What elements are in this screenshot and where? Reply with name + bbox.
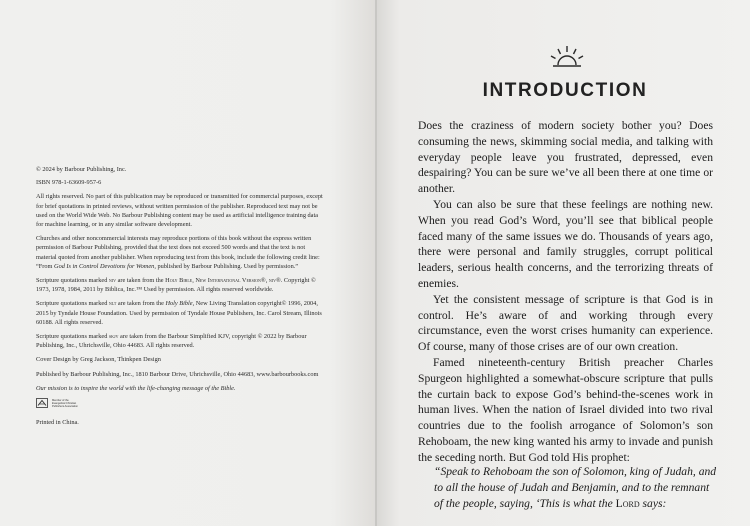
printed-in: Printed in China. <box>36 419 79 427</box>
copyright-block <box>36 165 326 432</box>
isbn: ISBN 978-1-63609-957-6 <box>36 179 102 187</box>
body-paragraph: You can also be sure that these feelings are nothing new. When you read God’s Word, you’ll see that biblical people faced many of the same issues we do. Thousands of years ago, there were personal and family struggles, corrupt political leaders, serious health concerns, and the terrorizing threats of enemies. <box>418 197 713 290</box>
rising-sun-icon <box>547 44 587 70</box>
page-title: INTRODUCTION <box>482 80 648 101</box>
ecpa-badge <box>36 398 326 408</box>
niv-notice: Scripture quotations marked niv are taken from the Holy Bible, New International Version®, niv®. Copyright © 1973, 1978, 1984, 2011 by Biblica, Inc.™ Used by permission. All rights reserved worldwide. <box>36 277 316 294</box>
body-paragraph: Does the craziness of modern society bother you? Does consuming the news, skimming social media, and talking with everyday people leave you frustrated, depressed, even despairing? You can be sure we’ve all been there at one time or another. <box>418 119 713 196</box>
copyright-line: © 2024 by Barbour Publishing, Inc. <box>36 166 127 173</box>
body-paragraph: Famed nineteenth-century British preacher Charles Spurgeon highlighted a somewhat-obscure scripture that pulls the curtain back to expose God’s behind-the-scenes work in human lives. When the nation of Israel divided into two rival countries due to the foolish arrogance of Solomon’s son Rehoboam, the new king wanted his army to invade and punish the seceding north. But God told His prophet: <box>418 355 713 464</box>
ecpa-text: Member of the Evangelical Christian Publishers Association <box>52 398 78 408</box>
cover-design-credit: Cover Design by Greg Jackson, Thinkpen Design <box>36 356 161 364</box>
body-paragraph: Yet the consistent message of scripture is that God is in control. He’s aware of and working through every circumstance, even the worst crises humanity can experience. Of course, many of those crises are of our own creation. <box>418 292 713 354</box>
nlt-notice: Scripture quotations marked nlt are taken from the Holy Bible, New Living Translation copyright© 1996, 2004, 2015 by Tyndale House Foundation. Used by permission of Tyndale House Publishers, Inc. Carol Stream, Illinois 60188. All rights reserved. <box>36 300 322 326</box>
ecpa-logo-icon <box>36 398 48 408</box>
mission-statement: Our mission is to inspire the world with the life-changing message of the Bible. <box>36 384 236 392</box>
skjv-notice: Scripture quotations marked skjv are taken from the Barbour Simplified KJV, copyright © 2022 by Barbour Publishing, Inc., Uhrichsville, Ohio 44683. All rights reserved. <box>36 333 307 350</box>
introduction-body <box>418 118 713 466</box>
churches-notice: Churches and other noncommercial interests may reproduce portions of this book without the express written permission of Barbour Publishing, provided that the text does not exceed 500 words and that the text is not material quoted from another publisher. When reproducing text from this book, include the following credit line: “From God Is in Control Devotions for Women, published by Barbour Publishing. Used by permission.” <box>36 235 320 270</box>
rights-notice: All rights reserved. No part of this publication may be reproduced or transmitted for commercial purposes, except for brief quotations in printed reviews, without written permission of the publisher. Reproduced text may not be used on the World Wide Web. No Barbour Publishing content may be used as artificial intelligence training data for machine learning, or in any similar software development. <box>36 193 323 229</box>
publisher-address: Published by Barbour Publishing, Inc., 1810 Barbour Drive, Uhrichsville, Ohio 44683, www.barbourbooks.com <box>36 370 319 378</box>
scripture-quote: “Speak to Rehoboam the son of Solomon, king of Judah, and to all the house of Judah and Benjamin, and to the remnant of the people, saying, ‘This is what the Lord says: <box>434 465 717 510</box>
